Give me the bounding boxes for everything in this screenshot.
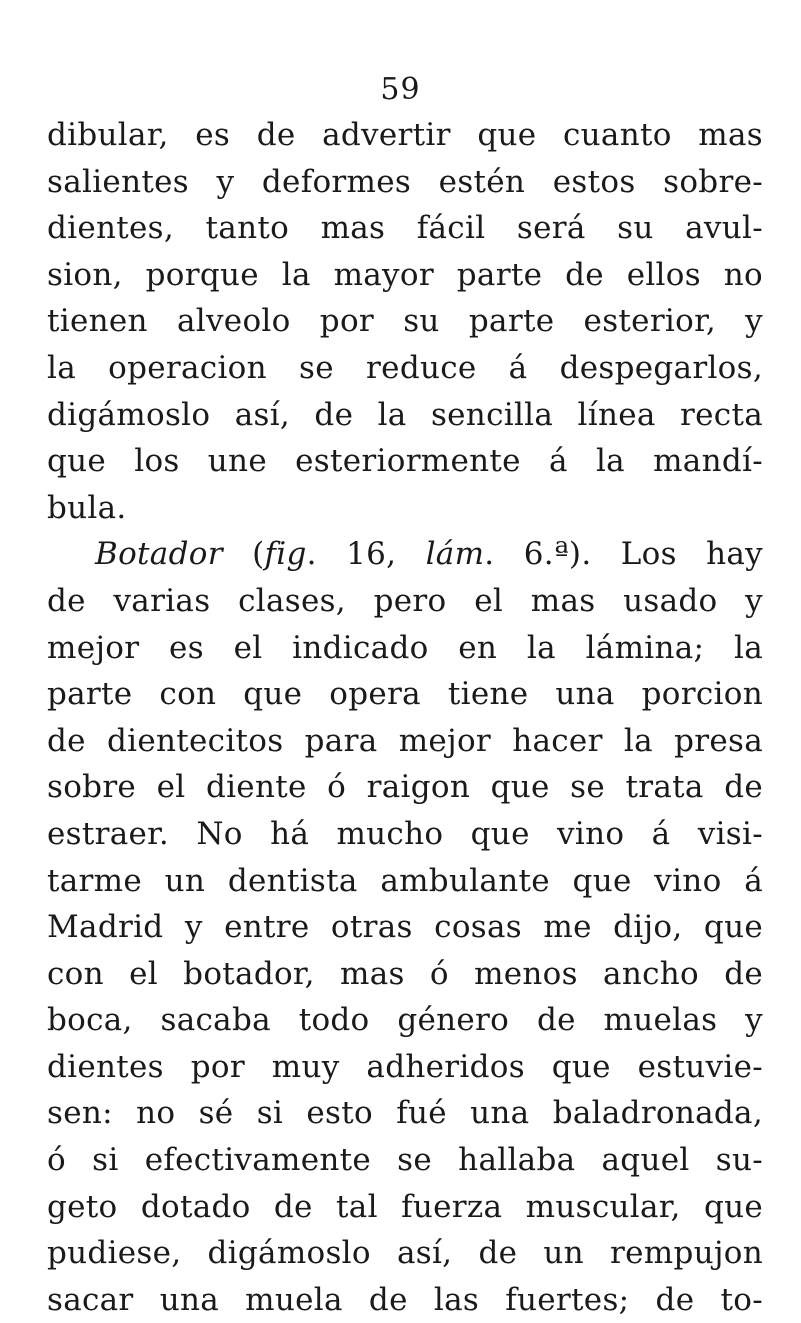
text-line: sion, porque la mayor parte de ellos no: [47, 256, 763, 293]
text-line: tarme un dentista ambulante que vino á: [47, 862, 763, 899]
body-text: [47, 112, 763, 1323]
text-line: pudiese, digámoslo así, de un rempujon: [47, 1235, 763, 1272]
ref-open: (: [222, 536, 265, 573]
figure-abbrev: fig: [264, 536, 307, 573]
text-line: sen: no sé si esto fué una baladronada,: [47, 1095, 763, 1132]
page-number: 59: [380, 72, 421, 107]
plate-abbrev: lám: [425, 536, 485, 573]
text-line: estraer. No há mucho que vino á visi-: [47, 815, 763, 852]
text-line: que los une esteriormente á la mandí-: [47, 443, 763, 480]
text-line: dientes, tanto mas fácil será su avul-: [47, 210, 763, 247]
text-line: la operacion se reduce á despegarlos,: [47, 349, 763, 386]
text-line: con el botador, mas ó menos ancho de: [47, 955, 763, 992]
text-line: ó si efectivamente se hallaba aquel su-: [47, 1142, 763, 1179]
text-line: de varias clases, pero el mas usado y: [47, 582, 763, 619]
text-line: bula.: [47, 489, 127, 526]
entry-term: Botador: [95, 536, 223, 573]
text-line: sacar una muela de las fuertes; de to-: [47, 1281, 763, 1318]
text-line: mejor es el indicado en la lámina; la: [47, 629, 763, 666]
text-line: Madrid y entre otras cosas me dijo, que: [47, 909, 763, 946]
text-line: dibular, es de advertir que cuanto mas: [47, 117, 763, 153]
figure-number: . 16,: [306, 536, 426, 573]
text-line: geto dotado de tal fuerza muscular, que: [47, 1188, 763, 1225]
paragraph: [47, 531, 763, 1323]
paragraph: [47, 112, 763, 531]
text-line: sobre el diente ó raigon que se trata de: [47, 769, 763, 806]
plate-number-and-text: . 6.ª). Los hay: [484, 536, 763, 573]
text-line: digámoslo así, de la sencilla línea recta: [47, 396, 763, 433]
text-line: parte con que opera tiene una porcion: [47, 676, 763, 713]
text-line: boca, sacaba todo género de muelas y: [47, 1002, 763, 1039]
text-line: tienen alveolo por su parte esterior, y: [47, 303, 763, 340]
text-line: salientes y deformes estén estos sobre-: [47, 163, 763, 200]
text-line: [47, 531, 763, 578]
text-line: dientes por muy adheridos que estuvie-: [47, 1048, 763, 1085]
text-line: de dientecitos para mejor hacer la presa: [47, 722, 763, 759]
